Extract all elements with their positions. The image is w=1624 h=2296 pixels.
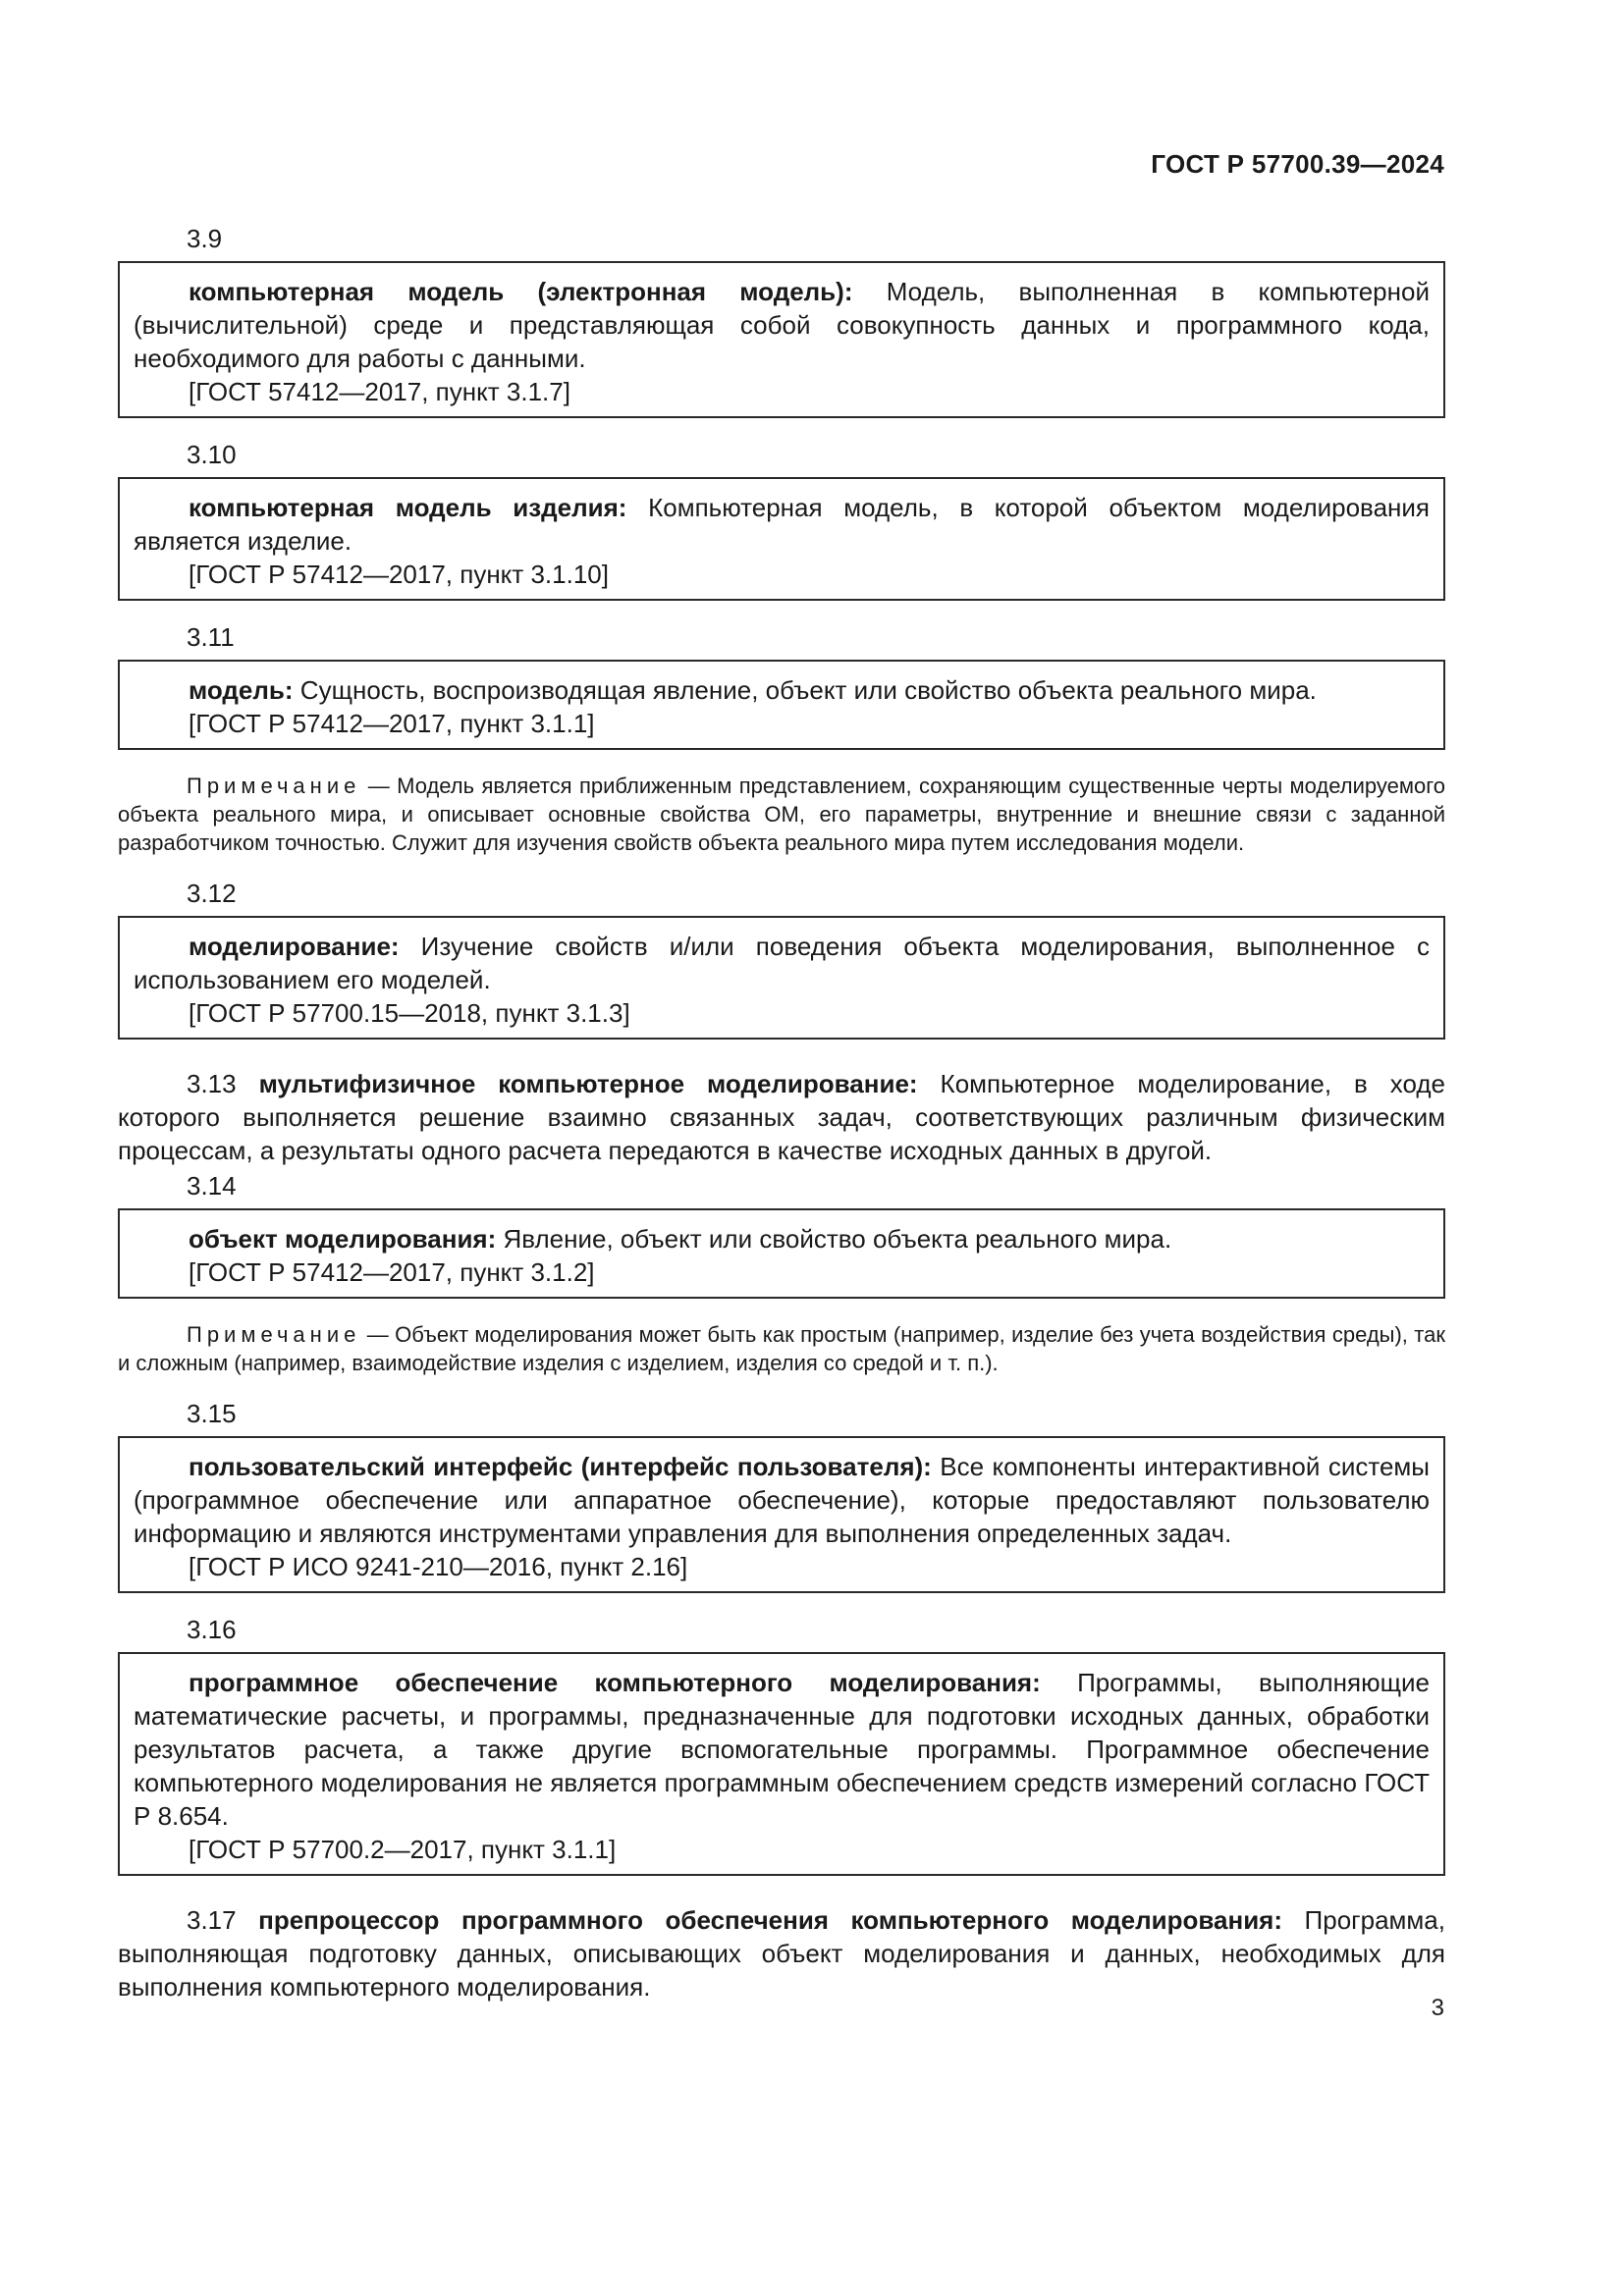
paragraph-number: 3.17: [187, 1905, 237, 1935]
term-name: модель:: [189, 675, 294, 705]
definition-text: Компьютерное моделирование, в ходе которого выполняется решение взаимно связанных задач, соответствующих различным физическим процессам, а результаты одного расчета передаются в качестве исходных данных в другой.: [118, 1069, 1445, 1165]
definition-text: Явление, объект или свойство объекта реального мира.: [503, 1224, 1172, 1254]
entry-number: 3.10: [187, 440, 237, 469]
term-source: [ГОСТ 57412—2017, пункт 3.1.7]: [189, 377, 570, 406]
term-name: компьютерная модель (электронная модель):: [189, 277, 853, 306]
term-name: объект моделирования:: [189, 1224, 497, 1254]
term-box: [118, 660, 1445, 750]
term-box: [118, 477, 1445, 601]
term-source: [ГОСТ Р 57412—2017, пункт 3.1.1]: [189, 709, 595, 738]
definition-text: Компьютерная модель, в которой объектом моделирования является изделие.: [134, 493, 1430, 556]
term-definition: [134, 930, 1430, 996]
definition-text: Модель, выполненная в компьютерной (вычислительной) среде и представляющая собой совокупность данных и программного кода, необходимого для работы с данными.: [134, 277, 1430, 373]
term-definition: [134, 673, 1430, 707]
note: [118, 772, 1445, 857]
paragraph-number: 3.13: [187, 1069, 237, 1098]
term-definition: [134, 1450, 1430, 1550]
term-definition: [134, 491, 1430, 558]
term-name: компьютерная модель изделия:: [189, 493, 627, 522]
term-paragraph: [118, 1067, 1445, 1167]
term-box: [118, 1652, 1445, 1876]
term-name: мультифизичное компьютерное моделирование:: [258, 1069, 918, 1098]
page-number: 3: [1431, 1995, 1444, 2021]
standard-designation: ГОСТ Р 57700.39—2024: [1151, 149, 1444, 179]
term-definition: [134, 275, 1430, 375]
term-source: [ГОСТ Р 57412—2017, пункт 3.1.10]: [189, 560, 609, 589]
term-source: [ГОСТ Р 57700.2—2017, пункт 3.1.1]: [189, 1835, 617, 1864]
note-label: Примечание: [187, 1322, 361, 1347]
term-box: [118, 1208, 1445, 1299]
term-definition: [134, 1222, 1430, 1255]
term-name: препроцессор программного обеспечения компьютерного моделирования:: [258, 1905, 1283, 1935]
note-label: Примечание: [187, 774, 361, 798]
paragraph-text: [118, 1067, 1445, 1167]
entry-number: 3.16: [187, 1615, 237, 1644]
term-name: пользовательский интерфейс (интерфейс пользователя):: [189, 1452, 932, 1481]
entry-number: 3.15: [187, 1399, 237, 1428]
definition-text: Все компоненты интерактивной системы (программное обеспечение или аппаратное обеспечение), которые предоставляют пользователю информацию и являются инструментами управления для выполнения определенных задач.: [134, 1452, 1430, 1548]
term-box: [118, 1436, 1445, 1593]
paragraph-text: [118, 1903, 1445, 2003]
definition-text: Программы, выполняющие математические расчеты, и программы, предназначенные для подготовки исходных данных, обработки результатов расчета, а также другие вспомогательные программы. Программное обеспечение компьютерного моделирования не является программным обеспечением средств измерений согласно ГОСТ Р 8.654.: [134, 1668, 1430, 1831]
entry-number: 3.12: [187, 879, 237, 908]
term-box: [118, 261, 1445, 418]
term-box: [118, 916, 1445, 1040]
term-name: программное обеспечение компьютерного моделирования:: [189, 1668, 1041, 1697]
term-source: [ГОСТ Р 57412—2017, пункт 3.1.2]: [189, 1257, 595, 1287]
entry-number: 3.14: [187, 1171, 237, 1201]
definition-text: Сущность, воспроизводящая явление, объект или свойство объекта реального мира.: [299, 675, 1317, 705]
note-text: — Модель является приближенным представлением, сохраняющим существенные черты моделируемого объекта реального мира, и описывает основные свойства ОМ, его параметры, внутренние и внешние связи с заданной разработчиком точностью. Служит для изучения свойств объекта реального мира путем исследования модели.: [118, 774, 1445, 855]
definition-text: Программа, выполняющая подготовку данных, описывающих объект моделирования и данных, необходимых для выполнения компьютерного моделирования.: [118, 1905, 1445, 2002]
term-name: моделирование:: [189, 932, 400, 961]
note: [118, 1320, 1445, 1377]
document-content: [118, 222, 1445, 2003]
term-source: [ГОСТ Р 57700.15—2018, пункт 3.1.3]: [189, 998, 630, 1028]
term-paragraph: [118, 1903, 1445, 2003]
entry-number: 3.9: [187, 224, 223, 253]
definition-text: Изучение свойств и/или поведения объекта моделирования, выполненное с использованием его моделей.: [134, 932, 1430, 994]
note-text: — Объект моделирования может быть как простым (например, изделие без учета воздействия среды), так и сложным (например, взаимодействие изделия с изделием, изделия со средой и т. п.).: [118, 1322, 1445, 1375]
term-definition: [134, 1666, 1430, 1833]
term-source: [ГОСТ Р ИСО 9241-210—2016, пункт 2.16]: [189, 1552, 688, 1581]
entry-number: 3.11: [187, 622, 235, 652]
